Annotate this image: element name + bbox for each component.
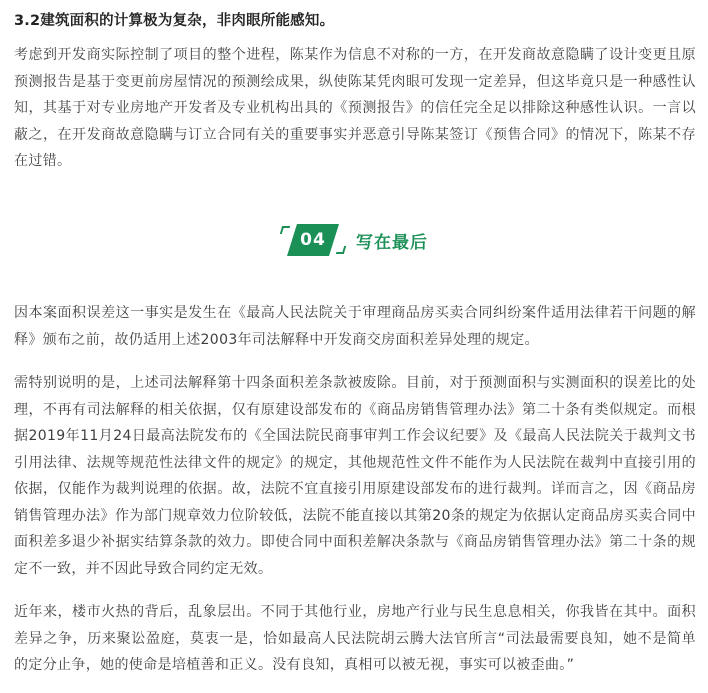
paragraph: 考虑到开发商实际控制了项目的整个进程，陈某作为信息不对称的一方，在开发商故意隐瞒了设计变更且原预测报告是基于变更前房屋情况的预测绘成果，纵使陈某凭肉眼可发现一定差异，但这毕竟只是一种感性认知，其基于对专业房地产开发者及专业机构出具的《预测报告》的信任完全足以排除这种感性认识。一言以蔽之，在开发商故意隐瞒与订立合同有关的重要事实并恶意引导陈某签订《预售合同》的情况下，陈某不存在过错。 [14, 47, 696, 169]
paragraph: 需特别说明的是，上述司法解释第十四条面积差条款被废除。目前，对于预测面积与实测面积的误差比的处理，不再有司法解释的相关依据，仅有原建设部发布的《商品房销售管理办法》第二十条有类似规定。而根据2019年11月24日最高法院发布的《全国法院民商事审判工作会议纪要》及《最高人民法院关于裁判文书引用法律、法规等规范性法律文件的规定》的规定，其他规范性文件不能作为人民法院在裁判中直接引用的依据，仅能作为裁判说理的依据。故，法院不宜直接引用原建设部发布的进行裁判。详而言之，因《商品房销售管理办法》作为部门规章效力位阶较低，法院不能直接以其第20条的规定为依据认定商品房买卖合同中面积差多退少补据实结算条款的效力。即使合同中面积差解决条款与《商品房销售管理办法》第二十条的规定不一致，并不因此导致合同约定无效。 [14, 375, 696, 577]
paragraph: 因本案面积误差这一事实是发生在《最高人民法院关于审理商品房买卖合同纠纷案件适用法律若干问题的解释》颁布之前，故仍适用上述2003年司法解释中开发商交房面积差异处理的规定。 [14, 305, 696, 348]
section-header [287, 224, 428, 256]
section-number: 04 [300, 230, 326, 250]
section-title: 写在最后 [356, 232, 428, 253]
section-number-badge [287, 224, 339, 256]
paragraph: 近年来，楼市火热的背后，乱象层出。不同于其他行业，房地产行业与民生息息相关，你我皆在其中。面积差异之争，历来聚讼盈庭，莫衷一是，恰如最高人民法院胡云腾大法官所言“司法最需要良知，她不是简单的定分止争，她的使命是培植善和正义。没有良知，真相可以被无视，事实可以被歪曲。” [14, 604, 696, 673]
sub-heading: 3.2建筑面积的计算极为复杂，非肉眼所能感知。 [14, 13, 335, 29]
